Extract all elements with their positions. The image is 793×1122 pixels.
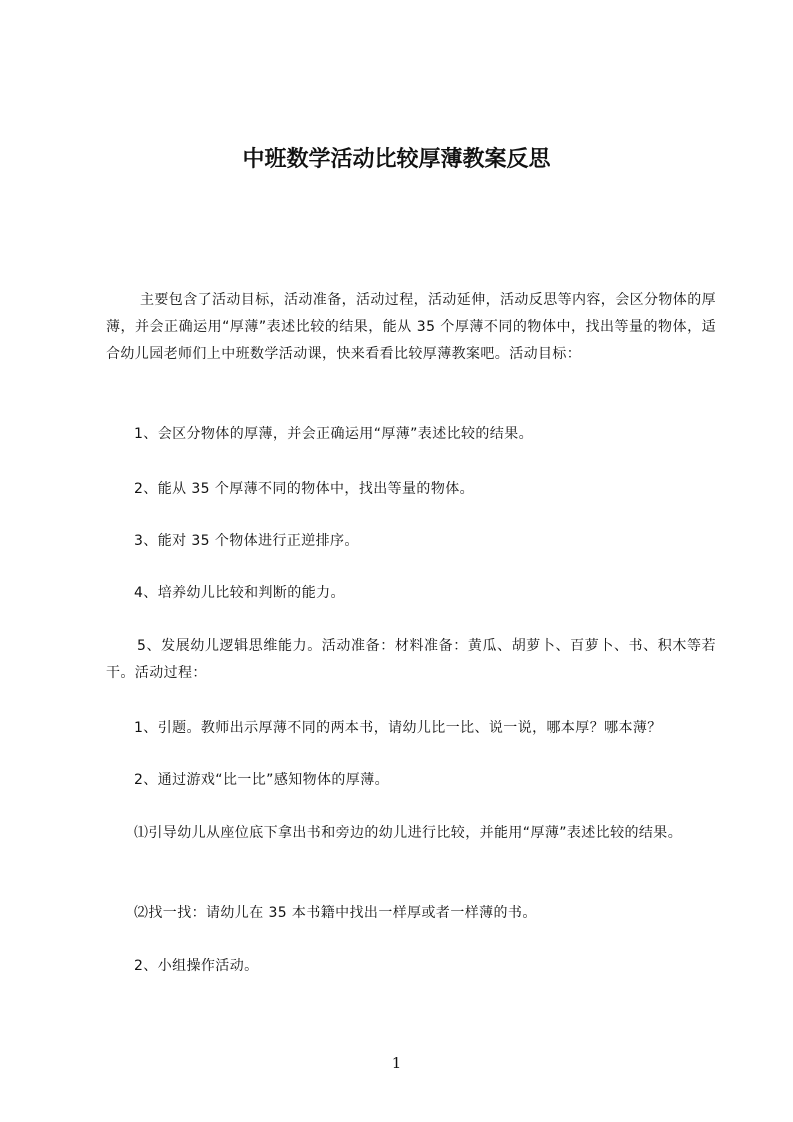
process-step-2: 2、通过游戏“比一比”感知物体的厚薄。	[134, 772, 390, 788]
document-title: 中班数学活动比较厚薄教案反思	[242, 147, 551, 172]
page-number: 1	[391, 1054, 402, 1072]
goal-item-1: 1、会区分物体的厚薄，并会正确运用“厚薄”表述比较的结果。	[134, 426, 534, 442]
goal-item-2: 2、能从 35 个厚薄不同的物体中，找出等量的物体。	[134, 481, 475, 497]
process-step-3: 2、小组操作活动。	[134, 958, 259, 974]
process-substep-2: ⑵找一找：请幼儿在 35 本书籍中找出一样厚或者一样薄的书。	[134, 905, 537, 921]
goal-item-5: 5、发展幼儿逻辑思维能力。活动准备：材料准备：黄瓜、胡萝卜、百萝卜、书、积木等若干。活动过程：	[106, 638, 716, 681]
intro-paragraph: 主要包含了活动目标，活动准备，活动过程，活动延伸，活动反思等内容，会区分物体的厚薄，并会正确运用“厚薄”表述比较的结果，能从 35 个厚薄不同的物体中，找出等量的物体，适合幼儿园老师们上中班数学活动课，快来看看比较厚薄教案吧。活动目标：	[106, 292, 716, 362]
process-step-1: 1、引题。教师出示厚薄不同的两本书，请幼儿比一比、说一说，哪本厚？哪本薄？	[134, 720, 662, 736]
goal-item-4: 4、培养幼儿比较和判断的能力。	[134, 585, 345, 601]
goal-item-3: 3、能对 35 个物体进行正逆排序。	[134, 533, 359, 549]
process-substep-1: ⑴引导幼儿从座位底下拿出书和旁边的幼儿进行比较，并能用“厚薄”表述比较的结果。	[134, 825, 683, 841]
